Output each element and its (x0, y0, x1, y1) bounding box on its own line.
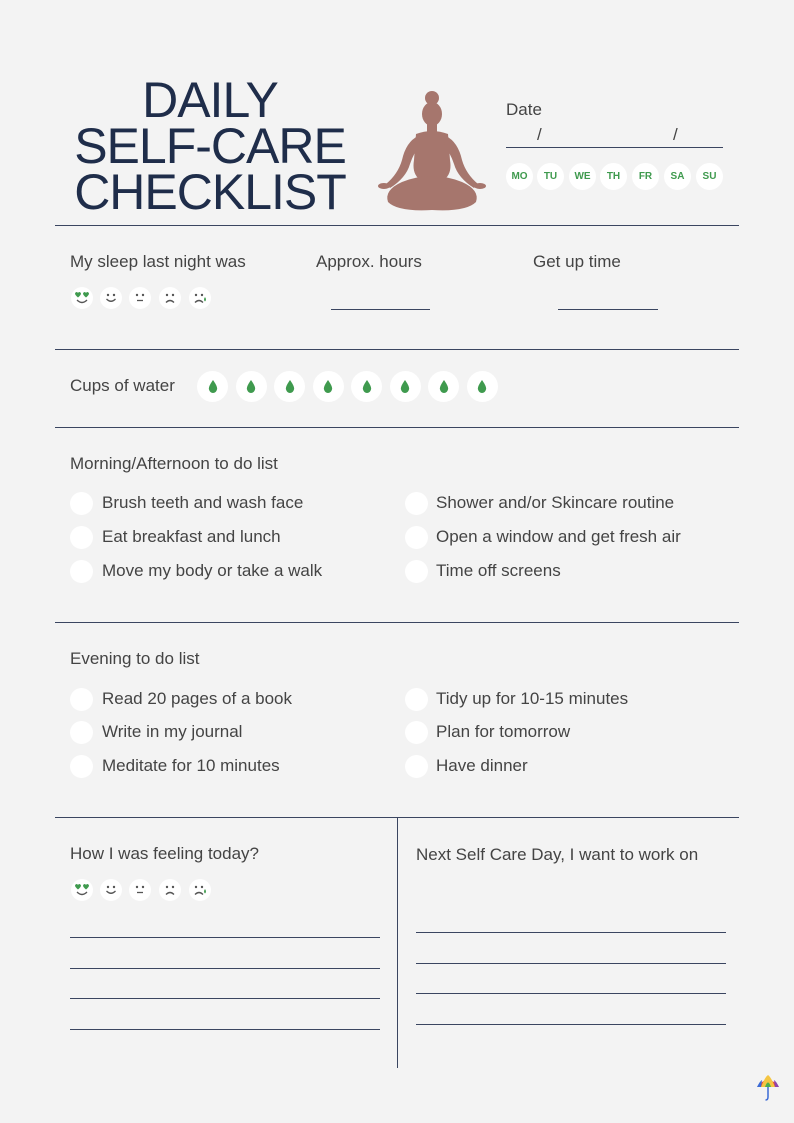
evening-task-5: Plan for tomorrow (436, 722, 571, 741)
day-we[interactable]: WE (569, 163, 596, 190)
evening-task-6: Have dinner (436, 756, 528, 775)
day-mo[interactable]: MO (506, 163, 533, 190)
morning-checkbox-4[interactable] (405, 492, 428, 515)
next-line-1[interactable] (416, 932, 726, 933)
day-fr[interactable]: FR (632, 163, 659, 190)
morning-checkbox-2[interactable] (70, 526, 93, 549)
evening-checkbox-5[interactable] (405, 721, 428, 744)
morning-checkbox-3[interactable] (70, 560, 93, 583)
evening-task-3: Meditate for 10 minutes (102, 756, 280, 775)
column-divider (397, 817, 398, 1068)
day-su[interactable]: SU (696, 163, 723, 190)
date-label: Date (506, 100, 542, 119)
water-drop-icon[interactable] (236, 371, 267, 402)
feeling-line-1[interactable] (70, 937, 380, 938)
title-line-1: DAILY (142, 72, 278, 128)
morning-checkbox-1[interactable] (70, 492, 93, 515)
feeling-line-3[interactable] (70, 998, 380, 999)
feeling-sad-face-icon[interactable] (159, 879, 181, 901)
evening-checkbox-1[interactable] (70, 688, 93, 711)
sleep-label: My sleep last night was (70, 252, 246, 271)
sleep-neutral-face-icon[interactable] (129, 287, 151, 309)
morning-label: Morning/Afternoon to do list (70, 454, 278, 473)
feeling-crying-face-icon[interactable] (189, 879, 211, 901)
evening-checkbox-6[interactable] (405, 755, 428, 778)
hours-label: Approx. hours (316, 252, 422, 271)
sleep-crying-face-icon[interactable] (189, 287, 211, 309)
water-drop-icon[interactable] (197, 371, 228, 402)
umbrella-logo-icon (756, 1075, 780, 1105)
water-drop-icon[interactable] (351, 371, 382, 402)
feeling-love-face-icon[interactable] (71, 879, 93, 901)
morning-checkbox-5[interactable] (405, 526, 428, 549)
getup-underline[interactable] (558, 309, 658, 310)
getup-label: Get up time (533, 252, 621, 271)
feeling-line-2[interactable] (70, 968, 380, 969)
sleep-sad-face-icon[interactable] (159, 287, 181, 309)
title-line-3: CHECKLIST (74, 164, 346, 220)
water-label: Cups of water (70, 376, 175, 395)
evening-task-4: Tidy up for 10-15 minutes (436, 689, 629, 708)
divider-1 (55, 225, 739, 226)
morning-task-3: Move my body or take a walk (102, 561, 323, 580)
evening-label: Evening to do list (70, 649, 200, 668)
feeling-smile-face-icon[interactable] (100, 879, 122, 901)
hours-underline[interactable] (331, 309, 430, 310)
water-drop-icon[interactable] (313, 371, 344, 402)
next-line-2[interactable] (416, 963, 726, 964)
title-line-2: SELF-CARE (74, 118, 346, 174)
feeling-label: How I was feeling today? (70, 844, 259, 863)
evening-task-2: Write in my journal (102, 722, 243, 741)
morning-checkbox-6[interactable] (405, 560, 428, 583)
date-separator-2: / (673, 125, 678, 144)
day-sa[interactable]: SA (664, 163, 691, 190)
morning-task-1: Brush teeth and wash face (102, 493, 304, 512)
meditation-figure-icon (376, 90, 488, 214)
next-label: Next Self Care Day, I want to work on (416, 845, 699, 864)
divider-3 (55, 427, 739, 428)
feeling-line-4[interactable] (70, 1029, 380, 1030)
divider-4 (55, 622, 739, 623)
water-drop-icon[interactable] (390, 371, 421, 402)
divider-2 (55, 349, 739, 350)
feeling-neutral-face-icon[interactable] (129, 879, 151, 901)
next-line-3[interactable] (416, 993, 726, 994)
sleep-smile-face-icon[interactable] (100, 287, 122, 309)
evening-checkbox-3[interactable] (70, 755, 93, 778)
morning-task-5: Open a window and get fresh air (436, 527, 681, 546)
morning-task-2: Eat breakfast and lunch (102, 527, 281, 546)
date-underline[interactable] (506, 147, 723, 148)
morning-task-6: Time off screens (436, 561, 561, 580)
water-drop-icon[interactable] (467, 371, 498, 402)
evening-task-1: Read 20 pages of a book (102, 689, 292, 708)
next-line-4[interactable] (416, 1024, 726, 1025)
day-tu[interactable]: TU (537, 163, 564, 190)
day-th[interactable]: TH (600, 163, 627, 190)
water-drop-icon[interactable] (428, 371, 459, 402)
morning-task-4: Shower and/or Skincare routine (436, 493, 675, 512)
date-separator-1: / (537, 125, 542, 144)
evening-checkbox-2[interactable] (70, 721, 93, 744)
sleep-love-face-icon[interactable] (71, 287, 93, 309)
water-drop-icon[interactable] (274, 371, 305, 402)
evening-checkbox-4[interactable] (405, 688, 428, 711)
